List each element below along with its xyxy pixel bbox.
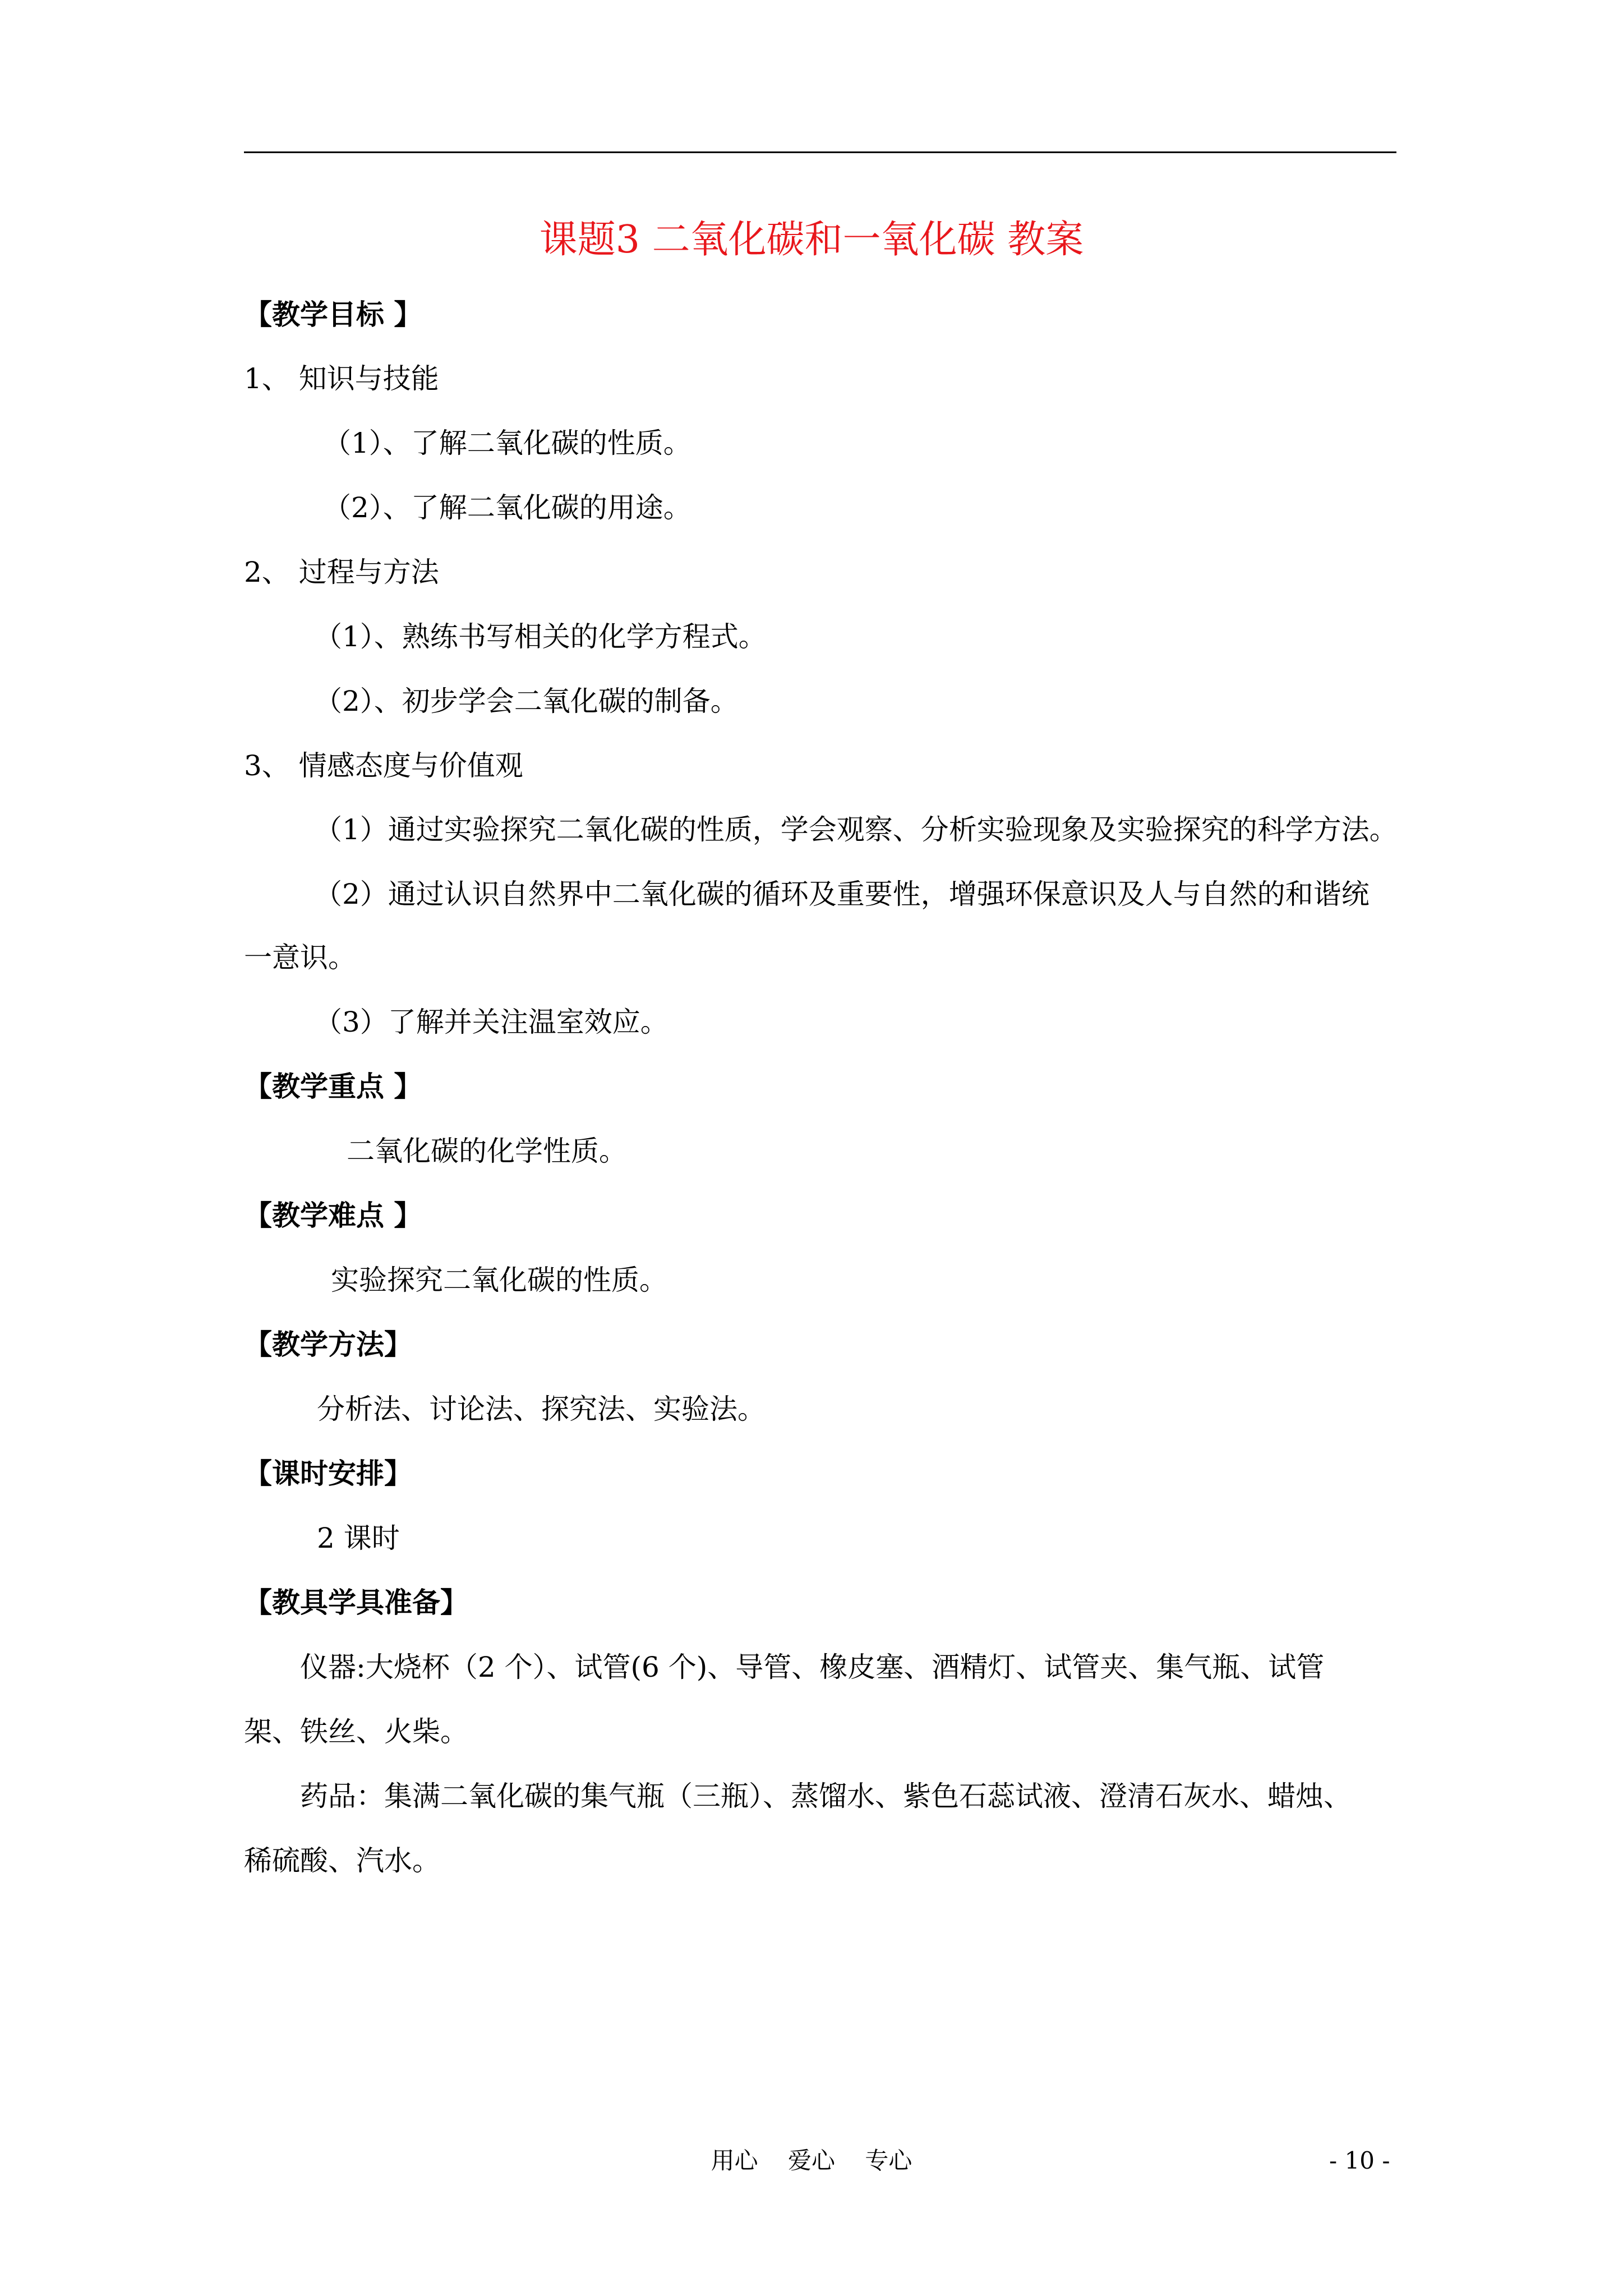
objective-process-2: （2）、初步学会二氧化碳的制备。 — [314, 685, 739, 717]
key-point-heading: 【教学重点 】 — [244, 1070, 422, 1103]
objective-process: 2、 过程与方法 — [244, 556, 439, 588]
schedule-heading: 【课时安排】 — [244, 1457, 412, 1490]
materials-reagents-b: 稀硫酸、汽水。 — [244, 1844, 440, 1877]
materials-instruments-a: 仪器:大烧杯（2 个）、试管(6 个)、导管、橡皮塞、酒精灯、试管夹、集气瓶、试管 — [300, 1651, 1325, 1683]
objective-attitude: 3、 情感态度与价值观 — [244, 749, 523, 782]
page-number: - 10 - — [1329, 2147, 1390, 2174]
materials-instruments-b: 架、铁丝、火柴。 — [244, 1715, 468, 1748]
materials-reagents-a: 药品：集满二氧化碳的集气瓶（三瓶）、蒸馏水、紫色石蕊试液、澄清石灰水、蜡烛、 — [300, 1780, 1352, 1812]
method-text: 分析法、讨论法、探究法、实验法。 — [317, 1393, 766, 1425]
objective-attitude-2a: （2）通过认识自然界中二氧化碳的循环及重要性，增强环保意识及人与自然的和谐统 — [314, 878, 1370, 910]
objective-attitude-2b: 一意识。 — [244, 941, 356, 974]
difficulty-heading: 【教学难点 】 — [244, 1199, 422, 1232]
objective-process-1: （1）、熟练书写相关的化学方程式。 — [314, 620, 767, 653]
key-point-text: 二氧化碳的化学性质。 — [347, 1135, 627, 1167]
document-title: 课题3 二氧化碳和一氧化碳 教案 — [539, 218, 1084, 262]
objective-attitude-3: （3）了解并关注温室效应。 — [314, 1006, 668, 1038]
objectives-heading: 【教学目标 】 — [244, 298, 422, 331]
method-heading: 【教学方法】 — [244, 1328, 412, 1361]
materials-heading: 【教具学具准备】 — [244, 1586, 468, 1619]
schedule-text: 2 课时 — [317, 1522, 400, 1554]
objective-knowledge: 1、 知识与技能 — [244, 362, 439, 395]
difficulty-text: 实验探究二氧化碳的性质。 — [331, 1264, 667, 1296]
footer-slogan: 用心 爱心 专心 — [711, 2147, 912, 2174]
objective-attitude-1: （1）通过实验探究二氧化碳的性质，学会观察、分析实验现象及实验探究的科学方法。 — [314, 813, 1398, 846]
header-rule — [244, 151, 1396, 153]
objective-knowledge-2: （2）、了解二氧化碳的用途。 — [323, 491, 691, 524]
objective-knowledge-1: （1）、了解二氧化碳的性质。 — [323, 427, 691, 459]
